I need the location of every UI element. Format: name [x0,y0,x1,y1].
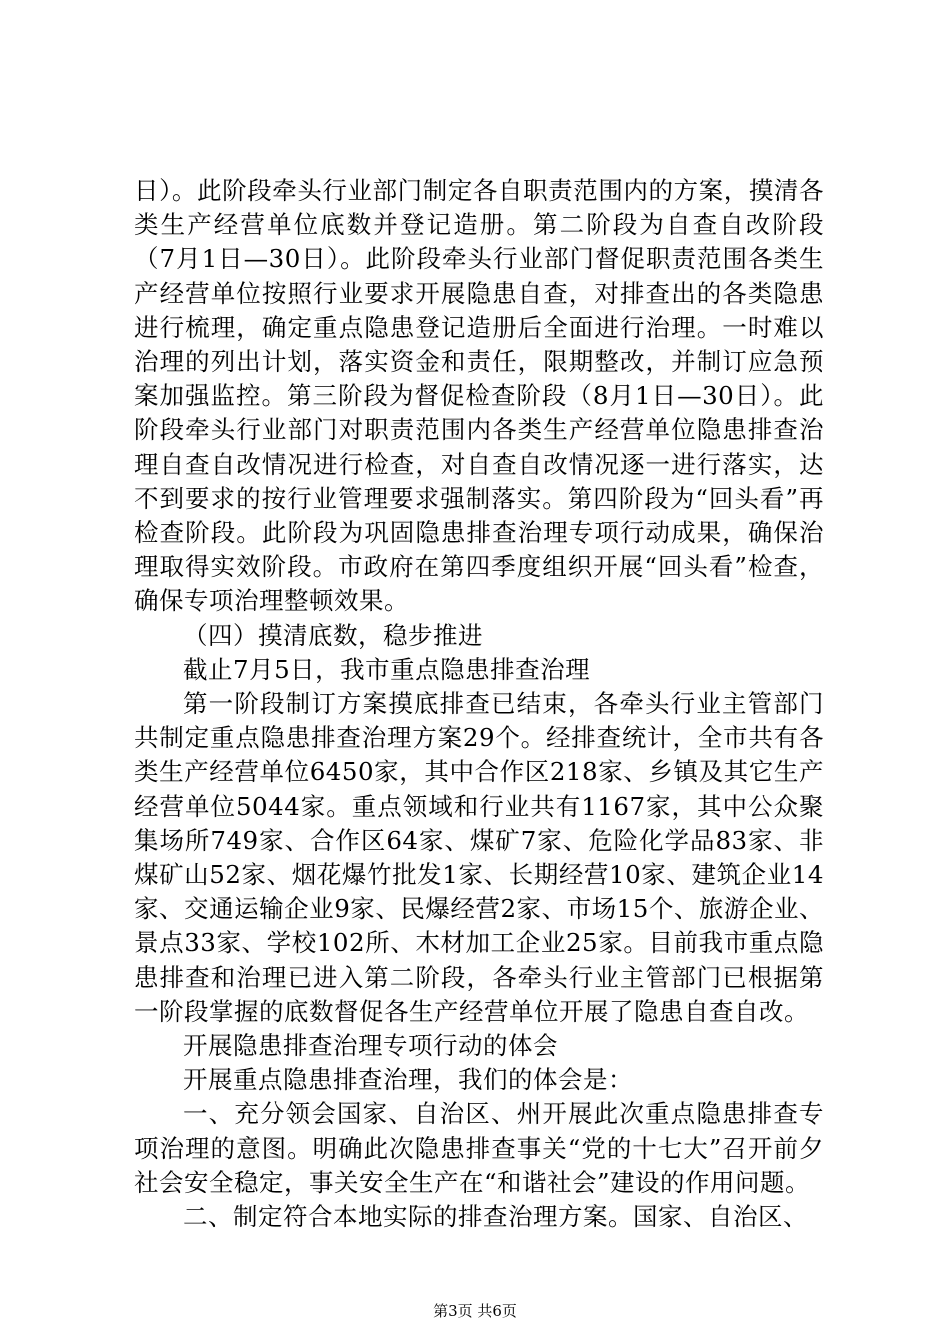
paragraph-deadline-intro: 截止7月5日，我市重点隐患排查治理 [183,654,591,684]
paragraph-point-one: 一、充分领会国家、自治区、州开展此次重点隐患排查专项治理的意图。明确此次隐患排查事关“党的十七大”召开前夕社会安全稳定，事关安全生产在“和谐社会”建设的作用问题。 [134,1099,824,1197]
paragraph-stage-description: 日）。此阶段牵头行业部门制定各自职责范围内的方案，摸清各类生产经营单位底数并登记造册。第二阶段为自查自改阶段（7月1日—30日）。此阶段牵头行业部门督促职责范围各类生产经营单位按照行业要求开展隐患自查，对排查出的各类隐患进行梳理，确定重点隐患登记造册后全面进行治理。一时难以治理的列出计划，落实资金和责任，限期整改，并制订应急预案加强监控。第三阶段为督促检查阶段（8月1日—30日）。此阶段牵头行业部门对职责范围内各类生产经营单位隐患排查治理自查自改情况进行检查，对自查自改情况逐一进行落实，达不到要求的按行业管理要求强制落实。第四阶段为“回头看”再检查阶段。此阶段为巩固隐患排查治理专项行动成果，确保治理取得实效阶段。市政府在第四季度组织开展“回头看”检查，确保专项治理整顿效果。 [134,176,824,616]
paragraph-experience-intro: 开展重点隐患排查治理，我们的体会是： [183,1065,633,1095]
section-heading-experience: 开展隐患排查治理专项行动的体会 [183,1031,558,1061]
page-number-footer: 第3页 共6页 [433,1302,517,1320]
document-body [134,174,824,1234]
paragraph-statistics: 第一阶段制订方案摸底排查已结束，各牵头行业主管部门共制定重点隐患排查治理方案29个。经排查统计，全市共有各类生产经营单位6450家，其中合作区218家、乡镇及其它生产经营单位5044家。重点领域和行业共有1167家，其中公众聚集场所749家、合作区64家、煤矿7家、危险化学品83家、非煤矿山52家、烟花爆竹批发1家、长期经营10家、建筑企业14家、交通运输企业9家、民爆经营2家、市场15个、旅游企业、景点33家、学校102所、木材加工企业25家。目前我市重点隐患排查和治理已进入第二阶段，各牵头行业主管部门已根据第一阶段掌握的底数督促各生产经营单位开展了隐患自查自改。 [134,689,824,1026]
paragraph-point-two: 二、制定符合本地实际的排查治理方案。国家、自治区、 [183,1202,808,1232]
section-heading-four: （四）摸清底数，稳步推进 [183,620,483,650]
